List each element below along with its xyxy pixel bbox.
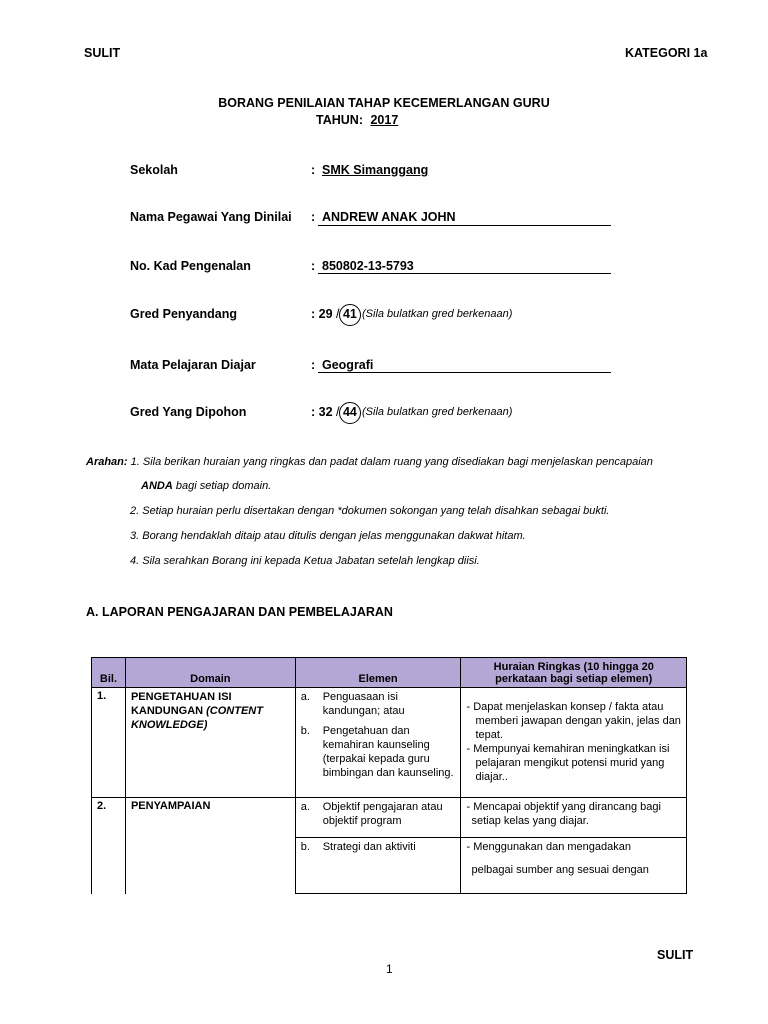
label-nama: Nama Pegawai Yang Dinilai: [130, 210, 292, 224]
row1-bil: 1.: [92, 688, 126, 798]
colon: :: [311, 259, 316, 273]
instruction-3: 3. Borang hendaklah ditaip atau ditulis dengan jelas menggunakan dakwat hitam.: [130, 530, 526, 542]
label-gred-penyandang: Gred Penyandang: [130, 307, 237, 321]
elemen-letter: b.: [300, 841, 310, 853]
huraian-line: setiap kelas yang diajar.: [471, 815, 589, 827]
underline: [318, 225, 611, 226]
label-gred-dipohon: Gred Yang Dipohon: [130, 405, 247, 419]
row2-elemen-b: [295, 838, 461, 894]
anda-emphasis: ANDA: [141, 480, 173, 492]
elemen-text: Penguasaan isi kandungan; atau: [322, 691, 405, 717]
elemen-letter: a.: [300, 691, 310, 703]
row1-domain: [125, 688, 295, 798]
elemen-text: Objektif pengajaran atau objektif program: [322, 801, 443, 827]
huraian-line: pelbagai sumber ang sesuai dengan: [471, 864, 649, 876]
huraian-line: tepat.: [475, 729, 503, 741]
instruction-2: 2. Setiap huraian perlu disertakan dengan *dokumen sokongan yang telah disahkan sebagai bukti.: [130, 505, 610, 517]
instruction-4: 4. Sila serahkan Borang ini kepada Ketua Jabatan setelah lengkap diisi.: [130, 555, 480, 567]
year-label: TAHUN:: [316, 113, 363, 127]
label-sekolah: Sekolah: [130, 163, 178, 177]
instruction-text: bagi setiap domain.: [175, 480, 272, 492]
elemen-item: [301, 724, 456, 780]
row1-elemen: [295, 688, 461, 798]
row2-huraian-b[interactable]: [461, 838, 687, 894]
colon: :: [311, 358, 316, 372]
slash: /: [332, 307, 343, 321]
huraian-line: diajar..: [475, 771, 508, 783]
slash: /: [332, 405, 343, 419]
note-bulatkan: (Sila bulatkan gred berkenaan): [362, 308, 513, 320]
header-kategori: KATEGORI 1a: [625, 46, 708, 60]
year-row: [316, 113, 398, 127]
elemen-item: [301, 690, 456, 718]
page-number: 1: [386, 962, 393, 976]
gred-penyandang-2[interactable]: 41: [342, 307, 357, 321]
colon: :: [311, 307, 319, 321]
label-ic: No. Kad Pengenalan: [130, 259, 251, 273]
gred-dipohon-2[interactable]: 44: [342, 405, 357, 419]
huraian-line: - Dapat menjelaskan konsep / fakta atau: [466, 701, 664, 713]
table-row: [92, 688, 687, 798]
domain-text: PENGETAHUAN ISI KANDUNGAN: [130, 691, 232, 717]
gred-penyandang-1[interactable]: 29: [318, 307, 333, 321]
domain-english: (CONTENT KNOWLEDGE): [130, 705, 263, 731]
colon: :: [311, 210, 316, 224]
footer-sulit: SULIT: [657, 948, 694, 962]
huraian-line: memberi jawapan dengan yakin, jelas dan: [475, 715, 681, 727]
elemen-letter: a.: [300, 801, 310, 813]
selected-grade-circle: [339, 304, 361, 326]
value-ic[interactable]: 850802-13-5793: [322, 259, 414, 273]
header-sulit: SULIT: [84, 46, 121, 60]
selected-grade-circle: [339, 402, 361, 424]
note-bulatkan: (Sila bulatkan gred berkenaan): [362, 406, 513, 418]
elemen-text: Pengetahuan dan kemahiran kaunseling (terpakai kepada guru bimbingan dan kaunseling.: [322, 725, 454, 779]
row2-domain: PENYAMPAIAN: [125, 798, 295, 894]
elemen-text: Strategi dan aktiviti: [322, 841, 416, 853]
row2-bil: 2.: [92, 798, 126, 894]
label-mata-pelajaran: Mata Pelajaran Diajar: [130, 358, 256, 372]
assessment-table: [91, 657, 687, 894]
huraian-line: - Mempunyai kemahiran meningkatkan isi: [466, 743, 670, 755]
row1-huraian[interactable]: [461, 688, 687, 798]
huraian-line: - Mencapai objektif yang dirancang bagi: [466, 801, 661, 813]
value-sekolah[interactable]: SMK Simanggang: [322, 163, 429, 177]
header-huraian: Huraian Ringkas (10 hingga 20 perkataan bagi setiap elemen): [461, 658, 687, 688]
underline: [318, 372, 611, 373]
form-title: BORANG PENILAIAN TAHAP KECEMERLANGAN GURU: [218, 96, 550, 110]
instruction-1-cont: [141, 480, 271, 492]
arahan-label: Arahan:: [86, 456, 128, 468]
table-header-row: [92, 658, 687, 688]
colon: :: [311, 405, 319, 419]
row2-huraian-a[interactable]: [461, 798, 687, 838]
instruction-1: [86, 456, 698, 468]
underline: [318, 273, 611, 274]
header-bil: Bil.: [92, 658, 126, 688]
year-value: 2017: [370, 113, 399, 127]
instruction-text: 1. Sila berikan huraian yang ringkas dan padat dalam ruang yang disediakan bagi menjelaskan pencapaian: [130, 456, 653, 468]
huraian-line: - Menggunakan dan mengadakan: [466, 841, 631, 853]
colon: :: [311, 163, 316, 177]
gred-dipohon-1[interactable]: 32: [318, 405, 333, 419]
value-mata-pelajaran[interactable]: Geografi: [322, 358, 374, 372]
elemen-item: [301, 800, 456, 828]
huraian-line: pelajaran mengikut potensi murid yang: [475, 757, 665, 769]
elemen-letter: b.: [300, 725, 310, 737]
value-nama[interactable]: ANDREW ANAK JOHN: [322, 210, 456, 224]
header-elemen: Elemen: [295, 658, 461, 688]
header-domain: Domain: [125, 658, 295, 688]
row2-elemen-a: [295, 798, 461, 838]
elemen-item: [301, 840, 456, 854]
table-row: [92, 798, 687, 838]
section-a-title: A. LAPORAN PENGAJARAN DAN PEMBELAJARAN: [86, 605, 393, 619]
